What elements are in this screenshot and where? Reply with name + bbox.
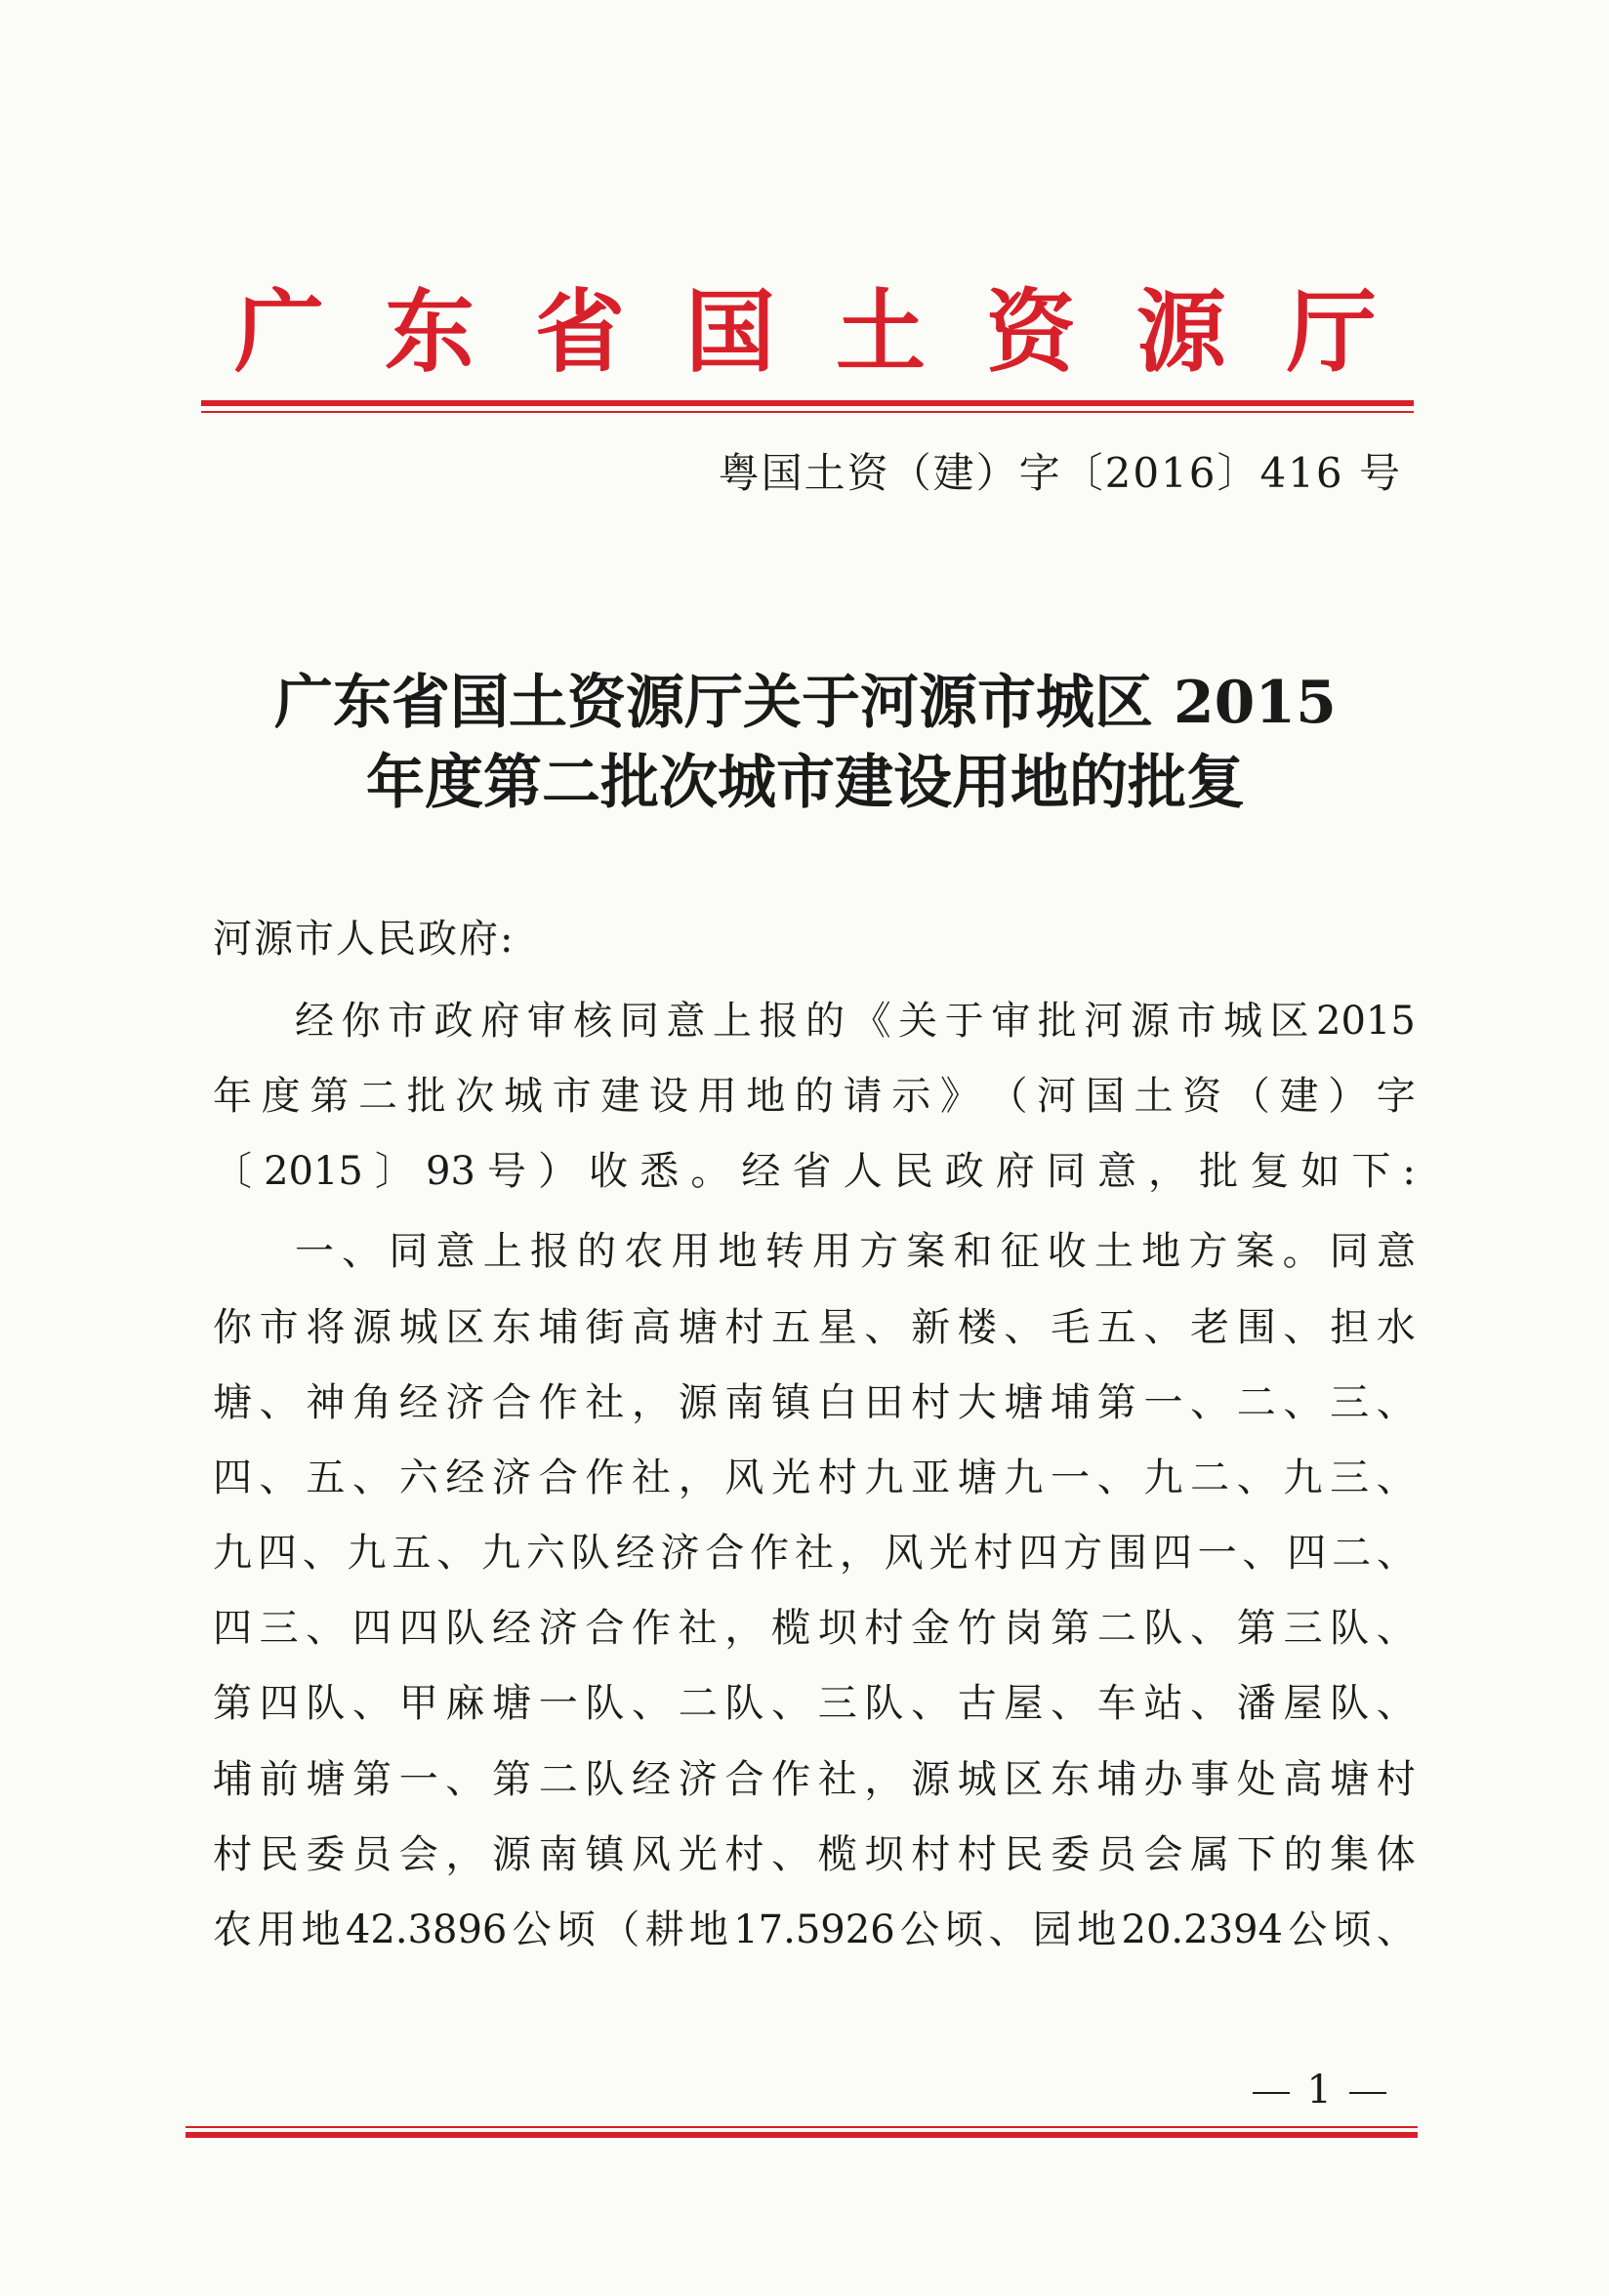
- page-dash-right: [1349, 2092, 1386, 2094]
- letterhead-char: 东: [384, 279, 474, 385]
- paragraph-line: 〔 2015 〕 93 号 ） 收 悉 。 经 省 人 民 政 府 同 意 ， 批 复 如 下 :: [213, 1149, 1416, 1194]
- paragraph-line: 九 四 、 九 五 、 九 六 队 经 济 合 作 社 ， 风 光 村 四 方 围 四 一 、 四 二 、: [213, 1531, 1416, 1576]
- footer-rule-thick: [186, 2132, 1418, 2138]
- page-number-value: 1: [1306, 2068, 1332, 2112]
- paragraph-line: 埔 前 塘 第 一 、 第 二 队 经 济 合 作 社 ， 源 城 区 东 埔 办 事 处 高 塘 村: [213, 1757, 1416, 1802]
- paragraph-line: 农 用 地 42.3896 公 顷 （ 耕 地 17.5926 公 顷 、 园 地 20.2394 公 顷 、: [213, 1907, 1416, 1952]
- footer-rule-thin: [186, 2126, 1418, 2128]
- letterhead-char: 源: [1135, 279, 1226, 385]
- paragraph-line: 年 度 第 二 批 次 城 市 建 设 用 地 的 请 示 》 （ 河 国 土 资 （ 建 ） 字: [213, 1074, 1416, 1119]
- document-number: 粤国土资（建）字〔2016〕416 号: [718, 449, 1402, 497]
- page-dash-left: [1253, 2092, 1290, 2094]
- salutation: 河源市人民政府:: [213, 917, 516, 962]
- header-rule-thin: [201, 411, 1414, 413]
- paragraph-line: 你 市 将 源 城 区 东 埔 街 高 塘 村 五 星 、 新 楼 、 毛 五 、 老 围 、 担 水: [213, 1305, 1416, 1350]
- letterhead-char: 资: [985, 279, 1076, 385]
- letterhead-char: 厅: [1286, 279, 1377, 385]
- paragraph-line: 四 三 、 四 四 队 经 济 合 作 社 ， 榄 坝 村 金 竹 岗 第 二 队 、 第 三 队 、: [213, 1606, 1416, 1651]
- paragraph-line: 第 四 队 、 甲 麻 塘 一 队 、 二 队 、 三 队 、 古 屋 、 车 站 、 潘 屋 队 、: [213, 1681, 1416, 1726]
- page-number: [1235, 2068, 1404, 2112]
- paragraph-line: 经 你 市 政 府 审 核 同 意 上 报 的 《 关 于 审 批 河 源 市 城 区 2015: [295, 999, 1416, 1044]
- paragraph-line: 村 民 委 员 会 ， 源 南 镇 风 光 村 、 榄 坝 村 村 民 委 员 会 属 下 的 集 体: [213, 1832, 1416, 1877]
- letterhead: [195, 264, 1416, 400]
- header-rule-thick: [201, 400, 1414, 406]
- letterhead-char: 广: [234, 279, 325, 385]
- letterhead-char: 国: [684, 279, 775, 385]
- paragraph-line: 四 、 五 、 六 经 济 合 作 社 ， 风 光 村 九 亚 塘 九 一 、 九 二 、 九 三 、: [213, 1456, 1416, 1500]
- document-title-line2: 年度第二批次城市建设用地的批复: [366, 749, 1245, 817]
- document-title-line1: 广东省国土资源厅关于河源市城区 2015: [274, 669, 1337, 737]
- letterhead-char: 土: [835, 279, 926, 385]
- paragraph-line: 一 、 同 意 上 报 的 农 用 地 转 用 方 案 和 征 收 土 地 方 案 。 同 意: [295, 1229, 1416, 1274]
- letterhead-char: 省: [534, 279, 625, 385]
- paragraph-line: 塘 、 神 角 经 济 合 作 社 ， 源 南 镇 白 田 村 大 塘 埔 第 一 、 二 、 三 、: [213, 1380, 1416, 1425]
